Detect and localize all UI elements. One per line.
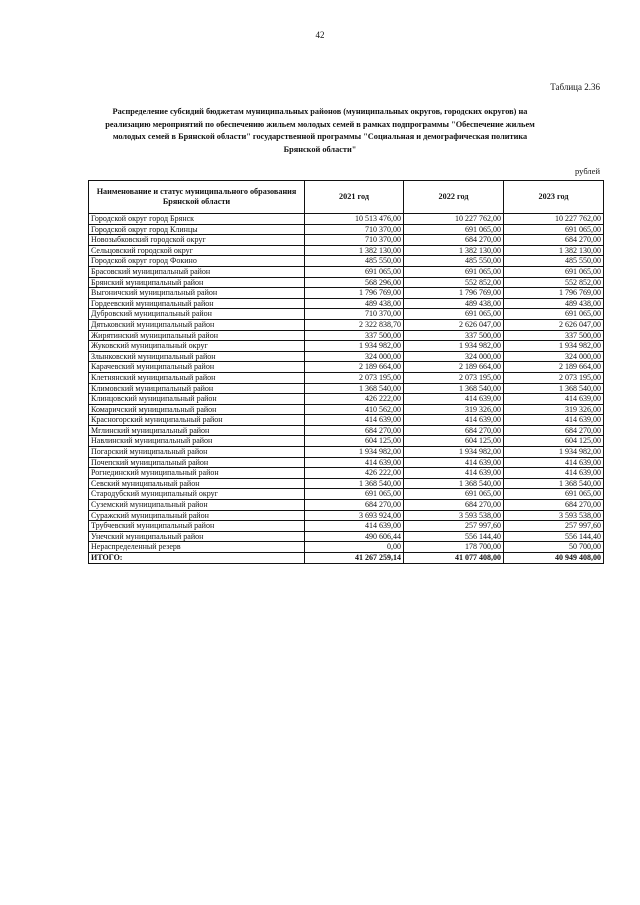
amount-cell: 2 073 195,00 [404, 372, 504, 383]
table-row [89, 383, 604, 394]
amount-cell: 684 270,00 [305, 425, 404, 436]
amount-cell: 10 513 476,00 [305, 214, 404, 225]
table-row [89, 415, 604, 426]
municipality-name-cell: Жуковский муниципальный округ [89, 341, 305, 352]
table-row [89, 298, 604, 309]
amount-cell: 414 639,00 [404, 415, 504, 426]
amount-cell: 257 997,60 [504, 521, 604, 532]
amount-cell: 691 065,00 [404, 266, 504, 277]
amount-cell: 1 368 540,00 [305, 383, 404, 394]
amount-cell: 691 065,00 [305, 489, 404, 500]
amount-cell: 414 639,00 [504, 457, 604, 468]
municipality-name-cell: Городской округ город Брянск [89, 214, 305, 225]
municipality-name-cell: Рогнединский муниципальный район [89, 468, 305, 479]
amount-cell: 691 065,00 [404, 224, 504, 235]
amount-cell: 604 125,00 [305, 436, 404, 447]
amount-cell: 414 639,00 [504, 394, 604, 405]
amount-cell: 10 227 762,00 [504, 214, 604, 225]
municipality-name-cell: Климовский муниципальный район [89, 383, 305, 394]
column-header-2021: 2021 год [305, 181, 404, 214]
amount-cell: 324 000,00 [305, 351, 404, 362]
table-row [89, 436, 604, 447]
amount-cell: 319 326,00 [504, 404, 604, 415]
amount-cell: 1 934 982,00 [305, 447, 404, 458]
amount-cell: 490 606,44 [305, 531, 404, 542]
amount-cell: 0,00 [305, 542, 404, 553]
column-header-2022: 2022 год [404, 181, 504, 214]
municipality-name-cell: Брянский муниципальный район [89, 277, 305, 288]
municipality-name-cell: Навлинский муниципальный район [89, 436, 305, 447]
municipality-name-cell: Злынковский муниципальный район [89, 351, 305, 362]
amount-cell: 10 227 762,00 [404, 214, 504, 225]
amount-cell: 257 997,60 [404, 521, 504, 532]
table-row [89, 404, 604, 415]
amount-cell: 552 852,00 [404, 277, 504, 288]
table-row [89, 277, 604, 288]
amount-cell: 1 934 982,00 [305, 341, 404, 352]
amount-cell: 1 368 540,00 [404, 478, 504, 489]
amount-cell: 2 073 195,00 [504, 372, 604, 383]
amount-cell: 604 125,00 [504, 436, 604, 447]
amount-cell: 3 693 924,00 [305, 510, 404, 521]
amount-cell: 684 270,00 [504, 500, 604, 511]
page-number: 42 [315, 30, 325, 40]
table-row [89, 425, 604, 436]
table-row [89, 510, 604, 521]
table-row [89, 319, 604, 330]
amount-cell: 3 593 538,00 [504, 510, 604, 521]
amount-cell: 324 000,00 [504, 351, 604, 362]
amount-cell: 691 065,00 [504, 224, 604, 235]
municipality-name-cell: Клетнянский муниципальный район [89, 372, 305, 383]
amount-cell: 1 934 982,00 [404, 447, 504, 458]
amount-cell: 684 270,00 [305, 500, 404, 511]
municipality-name-cell: Суземский муниципальный район [89, 500, 305, 511]
amount-cell: 414 639,00 [305, 457, 404, 468]
amount-cell: 1 368 540,00 [504, 383, 604, 394]
table-row [89, 372, 604, 383]
table-row [89, 288, 604, 299]
table-row [89, 542, 604, 553]
municipality-name-cell: Дубровский муниципальный район [89, 309, 305, 320]
table-row [89, 500, 604, 511]
column-header-2023: 2023 год [504, 181, 604, 214]
municipality-name-cell: Городской округ город Фокино [89, 256, 305, 267]
table-id: Таблица 2.36 [550, 82, 600, 92]
amount-cell: 414 639,00 [404, 468, 504, 479]
amount-cell: 684 270,00 [504, 235, 604, 246]
amount-cell: 489 438,00 [404, 298, 504, 309]
amount-cell: 324 000,00 [404, 351, 504, 362]
table-header-row [89, 181, 604, 214]
amount-cell: 556 144,40 [504, 531, 604, 542]
amount-cell: 604 125,00 [404, 436, 504, 447]
table-row [89, 214, 604, 225]
amount-cell: 489 438,00 [504, 298, 604, 309]
amount-cell: 556 144,40 [404, 531, 504, 542]
municipality-name-cell: Севский муниципальный район [89, 478, 305, 489]
municipality-name-cell: Выгоничский муниципальный район [89, 288, 305, 299]
amount-cell: 485 550,00 [404, 256, 504, 267]
table-row [89, 245, 604, 256]
amount-cell: 691 065,00 [404, 489, 504, 500]
total-amount-cell: 41 077 408,00 [404, 553, 504, 564]
table-row [89, 478, 604, 489]
amount-cell: 2 073 195,00 [305, 372, 404, 383]
table-row [89, 521, 604, 532]
amount-cell: 414 639,00 [305, 415, 404, 426]
amount-cell: 485 550,00 [305, 256, 404, 267]
amount-cell: 426 222,00 [305, 468, 404, 479]
municipality-name-cell: Погарский муниципальный район [89, 447, 305, 458]
municipality-name-cell: Мглинский муниципальный район [89, 425, 305, 436]
municipality-name-cell: Нераспределенный резерв [89, 542, 305, 553]
amount-cell: 1 368 540,00 [504, 478, 604, 489]
amount-cell: 1 382 130,00 [504, 245, 604, 256]
amount-cell: 319 326,00 [404, 404, 504, 415]
table-row [89, 256, 604, 267]
amount-cell: 1 368 540,00 [404, 383, 504, 394]
table-row [89, 351, 604, 362]
amount-cell: 552 852,00 [504, 277, 604, 288]
amount-cell: 414 639,00 [504, 468, 604, 479]
municipality-name-cell: Трубчевский муниципальный район [89, 521, 305, 532]
table-row [89, 489, 604, 500]
municipality-name-cell: Сельцовский городской округ [89, 245, 305, 256]
amount-cell: 1 382 130,00 [305, 245, 404, 256]
amount-cell: 2 189 664,00 [305, 362, 404, 373]
unit-label: рублей [575, 166, 600, 176]
municipality-name-cell: Жирятинский муниципальный район [89, 330, 305, 341]
amount-cell: 337 500,00 [305, 330, 404, 341]
amount-cell: 337 500,00 [504, 330, 604, 341]
municipality-name-cell: Дятьковский муниципальный район [89, 319, 305, 330]
amount-cell: 2 189 664,00 [404, 362, 504, 373]
municipality-name-cell: Брасовский муниципальный район [89, 266, 305, 277]
municipality-name-cell: Почепский муниципальный район [89, 457, 305, 468]
municipality-name-cell: Гордеевский муниципальный район [89, 298, 305, 309]
municipality-name-cell: Городской округ город Клинцы [89, 224, 305, 235]
amount-cell: 414 639,00 [504, 415, 604, 426]
municipality-name-cell: Карачевский муниципальный район [89, 362, 305, 373]
table-row [89, 309, 604, 320]
municipality-name-cell: Клинцовский муниципальный район [89, 394, 305, 405]
amount-cell: 2 189 664,00 [504, 362, 604, 373]
municipality-name-cell: Стародубский муниципальный округ [89, 489, 305, 500]
amount-cell: 684 270,00 [404, 235, 504, 246]
total-row [89, 553, 604, 564]
amount-cell: 489 438,00 [305, 298, 404, 309]
total-label-cell: ИТОГО: [89, 553, 305, 564]
amount-cell: 710 370,00 [305, 235, 404, 246]
table-row [89, 362, 604, 373]
amount-cell: 178 700,00 [404, 542, 504, 553]
column-header-name: Наименование и статус муниципального образования Брянской области [89, 181, 305, 214]
municipality-name-cell: Суражский муниципальный район [89, 510, 305, 521]
municipality-name-cell: Красногорский муниципальный район [89, 415, 305, 426]
amount-cell: 568 296,00 [305, 277, 404, 288]
table-row [89, 394, 604, 405]
amount-cell: 50 700,00 [504, 542, 604, 553]
amount-cell: 1 368 540,00 [305, 478, 404, 489]
amount-cell: 684 270,00 [504, 425, 604, 436]
table-row [89, 341, 604, 352]
amount-cell: 691 065,00 [305, 266, 404, 277]
table-row [89, 468, 604, 479]
table-row [89, 266, 604, 277]
amount-cell: 410 562,00 [305, 404, 404, 415]
amount-cell: 2 626 047,00 [504, 319, 604, 330]
municipality-name-cell: Унечский муниципальный район [89, 531, 305, 542]
table-row [89, 224, 604, 235]
amount-cell: 337 500,00 [404, 330, 504, 341]
amount-cell: 2 626 047,00 [404, 319, 504, 330]
amount-cell: 691 065,00 [504, 489, 604, 500]
subsidy-table [88, 180, 604, 564]
amount-cell: 414 639,00 [404, 394, 504, 405]
amount-cell: 1 934 982,00 [504, 447, 604, 458]
amount-cell: 1 796 769,00 [305, 288, 404, 299]
amount-cell: 426 222,00 [305, 394, 404, 405]
amount-cell: 3 593 538,00 [404, 510, 504, 521]
table-row [89, 447, 604, 458]
amount-cell: 691 065,00 [504, 266, 604, 277]
amount-cell: 414 639,00 [305, 521, 404, 532]
amount-cell: 1 796 769,00 [504, 288, 604, 299]
amount-cell: 485 550,00 [504, 256, 604, 267]
document-title: Распределение субсидий бюджетам муниципальных районов (муниципальных округов, городских округов) на реализацию мероприятий по обеспечению жильем молодых семей в рамках подпрограммы "Обеспечение жильем молодых семей в Брянской области" государственной программы "Социальная и демографическая политика Брянской области" [105, 107, 535, 154]
table-row [89, 330, 604, 341]
table-row [89, 457, 604, 468]
amount-cell: 2 322 838,70 [305, 319, 404, 330]
amount-cell: 691 065,00 [404, 309, 504, 320]
amount-cell: 1 796 769,00 [404, 288, 504, 299]
total-amount-cell: 41 267 259,14 [305, 553, 404, 564]
municipality-name-cell: Комаричский муниципальный район [89, 404, 305, 415]
amount-cell: 710 370,00 [305, 224, 404, 235]
amount-cell: 710 370,00 [305, 309, 404, 320]
amount-cell: 1 382 130,00 [404, 245, 504, 256]
amount-cell: 414 639,00 [404, 457, 504, 468]
amount-cell: 1 934 982,00 [504, 341, 604, 352]
amount-cell: 684 270,00 [404, 425, 504, 436]
amount-cell: 691 065,00 [504, 309, 604, 320]
total-amount-cell: 40 949 408,00 [504, 553, 604, 564]
table-row [89, 531, 604, 542]
municipality-name-cell: Новозыбковский городской округ [89, 235, 305, 246]
amount-cell: 684 270,00 [404, 500, 504, 511]
amount-cell: 1 934 982,00 [404, 341, 504, 352]
table-row [89, 235, 604, 246]
